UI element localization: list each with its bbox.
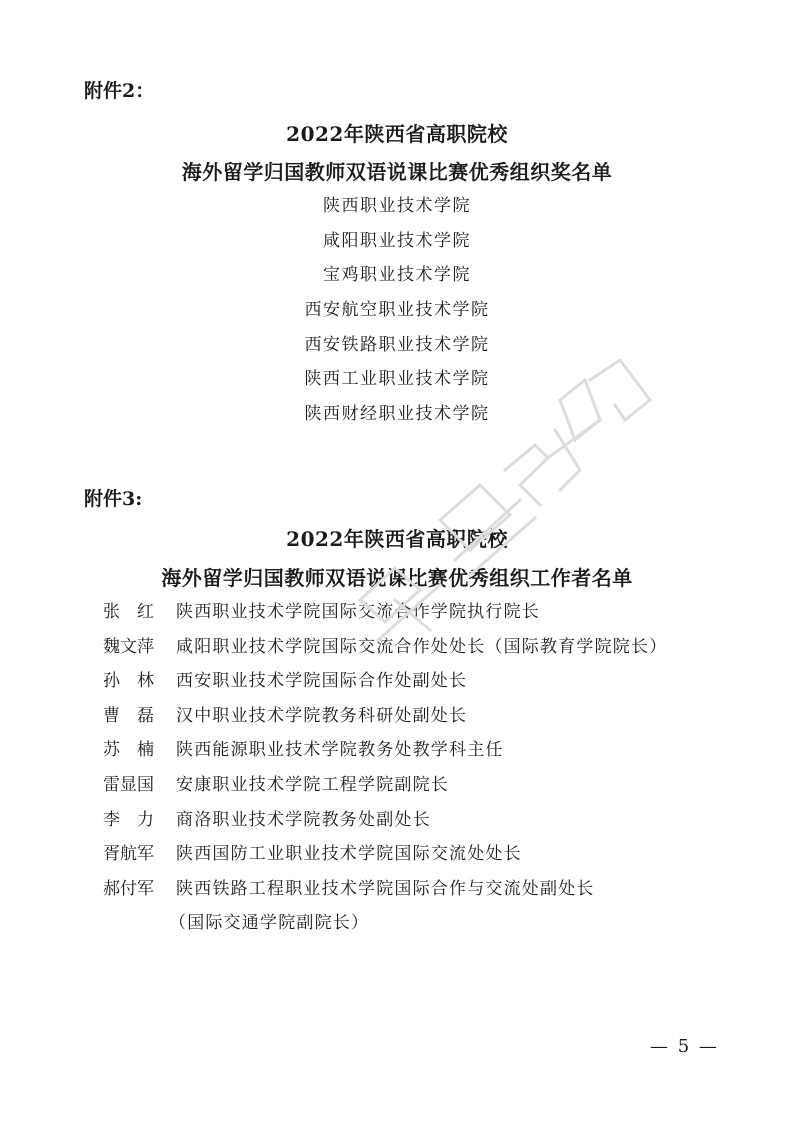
person-description: 商洛职业技术学院教务处副处长	[176, 809, 431, 830]
list-item	[103, 771, 763, 806]
list-item	[103, 702, 763, 737]
person-name: 苏楠	[103, 740, 171, 761]
person-name: 郝付军	[103, 878, 154, 899]
person-description: 陕西职业技术学院国际交流合作学院执行院长	[176, 602, 540, 622]
person-name: 雷显国	[103, 774, 154, 795]
list-item	[103, 806, 763, 841]
person-name: 胥航军	[103, 844, 154, 865]
person-description: 安康职业技术学院工程学院副院长	[176, 774, 449, 795]
person-description: 汉中职业技术学院教务科研处副处长	[176, 705, 468, 726]
person-name: 李力	[103, 809, 171, 830]
list-item	[103, 667, 763, 702]
list-item: 陕西职业技术学院	[323, 196, 471, 216]
annex2-label: 附件2：	[84, 80, 155, 102]
list-item: 西安航空职业技术学院	[304, 300, 490, 321]
list-item: 陕西工业职业技术学院	[304, 369, 490, 390]
person-name: 曹磊	[103, 705, 171, 726]
annex3-title-line2: 海外留学归国教师双语说课比赛优秀组织工作者名单	[161, 566, 633, 590]
person-description: 陕西铁路工程职业技术学院国际合作与交流处副处长	[176, 878, 595, 899]
person-description-continuation: （国际交通学院副院长）	[169, 913, 370, 934]
list-item	[103, 840, 763, 875]
organizer-list	[103, 598, 763, 944]
annex3-label: 附件3:	[84, 488, 143, 510]
list-item: 西安铁路职业技术学院	[304, 334, 490, 355]
annex2-title-line2: 海外留学归国教师双语说课比赛优秀组织奖名单	[181, 160, 613, 184]
person-description: 西安职业技术学院国际合作处副处长	[176, 671, 468, 692]
institution-list	[0, 191, 794, 434]
person-name: 孙林	[103, 671, 171, 692]
person-name: 张红	[103, 602, 171, 622]
list-item: 宝鸡职业技术学院	[323, 265, 471, 286]
person-name: 魏文萍	[103, 636, 154, 657]
page-number: — 5 —	[650, 1036, 719, 1057]
list-item	[103, 736, 763, 771]
list-item: 咸阳职业技术学院	[323, 230, 471, 251]
list-item	[103, 598, 763, 633]
list-item: 陕西财经职业技术学院	[304, 404, 490, 425]
annex3-title-line1: 2022年陕西省高职院校	[286, 527, 508, 551]
list-item	[103, 633, 763, 668]
list-item	[103, 875, 763, 910]
annex2-title-line1: 2022年陕西省高职院校	[286, 122, 508, 146]
person-description: 陕西国防工业职业技术学院国际交流处处长	[176, 844, 522, 865]
person-description: 陕西能源职业技术学院教务处教学科主任	[176, 740, 504, 761]
person-description: 咸阳职业技术学院国际交流合作处处长（国际教育学院院长）	[176, 636, 668, 657]
